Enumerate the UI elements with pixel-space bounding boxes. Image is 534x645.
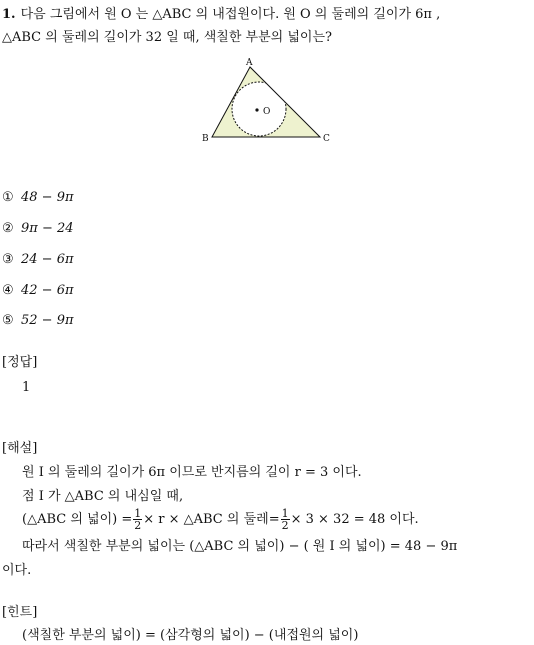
solution-heading: [해설] <box>2 441 38 456</box>
answer-heading: [정답] <box>2 355 38 370</box>
choice-3-mark: ③ <box>2 252 14 267</box>
choice-1-mark: ① <box>2 190 14 205</box>
choice-4-mark: ④ <box>2 283 14 298</box>
choice-5-text: 52 − 9π <box>21 313 74 328</box>
choice-3-text: 24 − 6π <box>21 252 74 267</box>
solution-line-3a: (△ABC 의 넓이) = <box>22 512 133 527</box>
solution-line-1: 원 I 의 둘레의 길이가 6π 이므로 반지름의 길이 r = 3 이다. <box>22 465 362 480</box>
fraction-2-numerator: 1 <box>281 507 289 520</box>
question-number: 1. <box>2 7 16 22</box>
choice-4 <box>2 282 74 300</box>
solution-line-3 <box>22 508 419 531</box>
question-text-1: 다음 그림에서 원 O 는 △ABC 의 내접원이다. 원 O 의 둘레의 길이가 6π , <box>20 7 441 22</box>
solution-line-4: 따라서 색칠한 부분의 넓이는 (△ABC 의 넓이) − ( 원 I 의 넓이) = 48 − 9π <box>22 539 458 554</box>
choice-1-text: 48 − 9π <box>21 190 74 205</box>
choice-2 <box>2 220 74 238</box>
fraction-1-numerator: 1 <box>134 507 142 520</box>
question-line-1 <box>2 6 440 24</box>
choice-5-mark: ⑤ <box>2 313 14 328</box>
fraction-half-1 <box>133 508 142 531</box>
choice-4-text: 42 − 6π <box>21 283 74 298</box>
fraction-1-denominator: 2 <box>134 519 142 532</box>
solution-line-3c: × 3 × 32 = 48 이다. <box>290 512 419 527</box>
solution-line-2: 점 I 가 △ABC 의 내심일 때, <box>22 489 184 504</box>
answer-value: 1 <box>22 380 31 395</box>
label-b: B <box>202 134 209 144</box>
hint-heading: [힌트] <box>2 605 38 620</box>
fraction-half-2 <box>281 508 290 531</box>
label-a: A <box>246 58 253 68</box>
question-line-2: △ABC 의 둘레의 길이가 32 일 때, 색칠한 부분의 넓이는? <box>2 30 333 45</box>
choice-1 <box>2 189 74 207</box>
choice-2-text: 9π − 24 <box>21 221 74 236</box>
choice-2-mark: ② <box>2 221 14 236</box>
label-c: C <box>323 134 330 144</box>
hint-line-1: (색칠한 부분의 넓이) = (삼각형의 넓이) − (내접원의 넓이) <box>22 628 359 643</box>
choice-3 <box>2 251 74 269</box>
choice-5 <box>2 312 74 330</box>
solution-line-5: 이다. <box>2 563 32 578</box>
triangle-incircle-figure <box>200 58 336 148</box>
label-o: O <box>263 107 271 117</box>
center-point-o <box>255 108 258 111</box>
solution-line-3b: × r × △ABC 의 둘레= <box>143 512 280 527</box>
fraction-2-denominator: 2 <box>281 519 289 532</box>
